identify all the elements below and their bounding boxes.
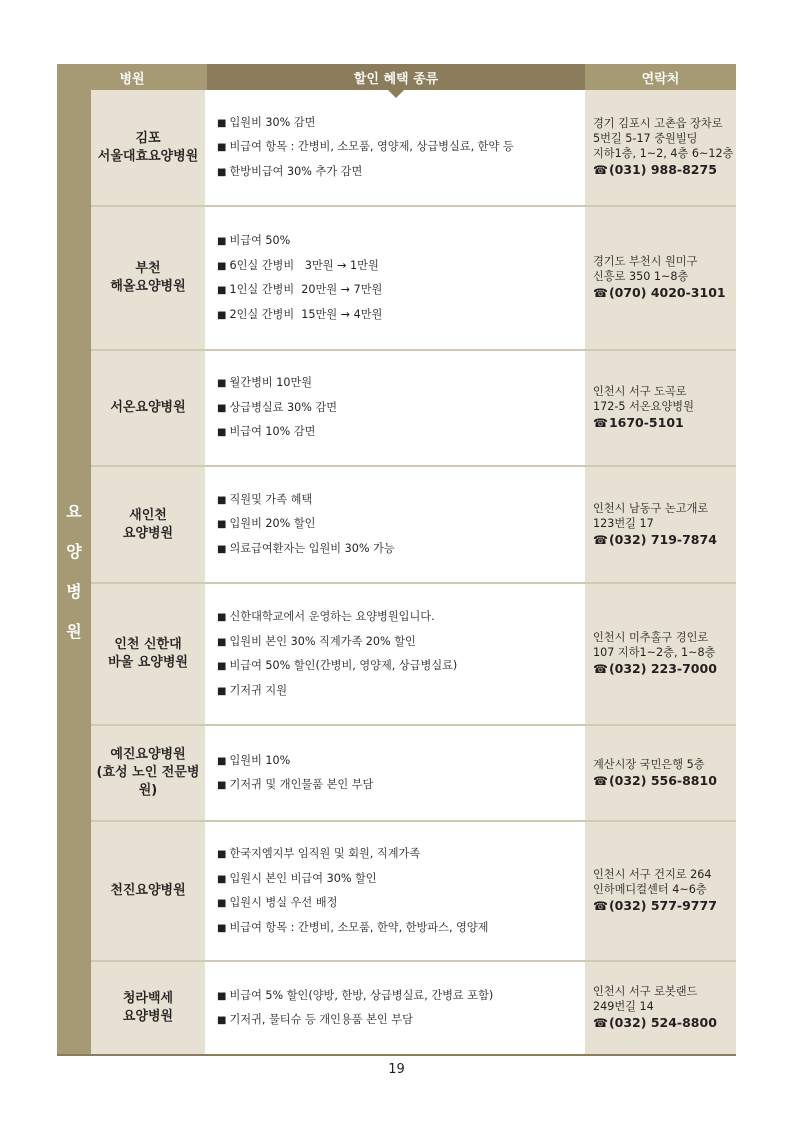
benefit-item <box>217 512 583 537</box>
phone-text: 1670-5101 <box>608 415 684 430</box>
category-char: 병 <box>66 582 82 601</box>
contact-info <box>585 351 736 465</box>
header-benefit <box>207 64 585 90</box>
phone-text: (032) 719-7874 <box>608 531 717 547</box>
hospital-name-line: 예진요양병원 <box>110 747 186 762</box>
telephone-icon: ☎ <box>593 899 608 913</box>
bullet-square-icon: ■ <box>217 166 227 178</box>
category-label <box>57 90 91 1054</box>
bullet-square-icon: ■ <box>217 378 227 390</box>
benefit-item <box>217 773 583 798</box>
address-line: 인천시 남동구 논고개로 <box>593 501 709 515</box>
bullet-square-icon: ■ <box>217 898 227 909</box>
table-row <box>91 584 736 726</box>
telephone-icon: ☎ <box>593 773 608 788</box>
benefit-text: 입원비 본인 30% 직계가족 20% 할인 <box>229 634 416 648</box>
address-line: 107 지하1~2층, 1~8층 <box>593 646 716 659</box>
benefit-text: 기저귀 및 개인물품 본인 부담 <box>229 778 374 791</box>
telephone-icon: ☎ <box>593 163 608 177</box>
benefit-item <box>217 1008 583 1033</box>
hospital-name-line: 청라백세 <box>122 991 174 1006</box>
phone-number <box>593 772 736 790</box>
hospital-name-line: 서온요양병원 <box>110 400 186 415</box>
phone-text: (032) 577-9777 <box>608 898 717 913</box>
phone-text: (032) 556-8810 <box>608 772 717 788</box>
hospital-name <box>91 90 207 205</box>
table-rows <box>91 90 736 1054</box>
benefit-text: 6인실 간병비 3만원 → 1만원 <box>229 258 379 272</box>
bullet-square-icon: ■ <box>217 494 227 506</box>
benefit-item <box>217 160 583 185</box>
hospital-name-line: 서울대효요양병원 <box>97 148 199 164</box>
benefit-text: 기저귀, 물티슈 등 개인용품 본인 부담 <box>229 1013 413 1026</box>
bullet-square-icon: ■ <box>217 236 227 247</box>
address-line: 5번길 5-17 중원빌딩 <box>593 132 698 145</box>
benefit-item <box>217 679 583 704</box>
address-line: 인천시 미추홀구 경인로 <box>593 631 709 644</box>
benefit-item <box>217 371 583 396</box>
benefit-item <box>217 630 583 655</box>
contact-info <box>585 726 736 820</box>
benefit-item <box>217 984 583 1009</box>
telephone-icon: ☎ <box>593 1016 608 1030</box>
address-line: 인천시 서구 건지로 264 <box>593 868 712 881</box>
header-notch-icon <box>388 90 404 98</box>
hospital-name-line: (효성 노인 전문병원) <box>96 765 200 798</box>
telephone-icon: ☎ <box>593 416 608 430</box>
benefit-text: 월간병비 10만원 <box>229 376 313 390</box>
benefit-text: 입원비 20% 할인 <box>229 517 316 531</box>
hospital-discount-table <box>57 64 736 1056</box>
hospital-name-line: 바울 요양병원 <box>108 655 188 670</box>
contact-info <box>585 90 736 205</box>
bullet-square-icon: ■ <box>217 142 227 154</box>
bullet-square-icon: ■ <box>217 922 227 934</box>
benefit-text: 비급여 항목 : 간병비, 소모품, 영양제, 상급병실료, 한약 등 <box>229 140 514 154</box>
table-body <box>57 90 736 1056</box>
benefit-item <box>217 891 583 916</box>
benefit-item <box>217 135 583 160</box>
benefit-item <box>217 396 583 421</box>
benefit-text: 기저귀 지원 <box>229 683 288 697</box>
bullet-square-icon: ■ <box>217 612 227 623</box>
hospital-name <box>91 207 207 349</box>
bullet-square-icon: ■ <box>217 661 227 672</box>
hospital-name-line: 김포 <box>135 130 161 146</box>
contact-info <box>585 962 736 1054</box>
address-line: 172-5 서온요양병원 <box>593 400 694 413</box>
benefit-item <box>217 229 583 254</box>
phone-text: (070) 4020-3101 <box>608 285 726 300</box>
bullet-square-icon: ■ <box>217 1015 227 1026</box>
address-line: 지하1층, 1~2, 4층 6~12층 <box>593 147 734 160</box>
benefit-item <box>217 842 583 867</box>
contact-info <box>585 584 736 724</box>
benefit-list <box>207 351 585 465</box>
bullet-square-icon: ■ <box>217 309 227 321</box>
hospital-name <box>91 726 207 820</box>
benefit-item <box>217 605 583 630</box>
bullet-square-icon: ■ <box>217 755 227 767</box>
benefit-list <box>207 90 585 205</box>
benefit-item <box>217 488 583 513</box>
benefit-text: 입원비 10% <box>229 753 291 767</box>
page-number: 19 <box>388 1062 405 1077</box>
benefit-item <box>217 420 583 445</box>
hospital-name <box>91 962 207 1054</box>
benefit-text: 비급여 5% 할인(양방, 한방, 상급병실료, 간병료 포함) <box>229 988 494 1002</box>
phone-text: (032) 223-7000 <box>608 661 717 676</box>
contact-info <box>585 467 736 582</box>
table-row <box>91 467 736 584</box>
benefit-text: 2인실 간병비 15만원 → 4만원 <box>229 307 383 321</box>
benefit-list <box>207 962 585 1054</box>
bullet-square-icon: ■ <box>217 873 227 885</box>
category-char: 양 <box>66 542 82 561</box>
address-line: 인천시 서구 도곡로 <box>593 385 687 398</box>
address-line: 인하메디컬센터 4~6층 <box>593 883 707 896</box>
benefit-item <box>217 278 583 303</box>
table-row <box>91 207 736 351</box>
bullet-square-icon: ■ <box>217 990 227 1002</box>
hospital-name-line: 해올요양병원 <box>110 279 186 294</box>
address-line: 신흥로 350 1~8층 <box>593 270 689 283</box>
bullet-square-icon: ■ <box>217 685 227 697</box>
benefit-item <box>217 654 583 679</box>
table-row <box>91 90 736 207</box>
hospital-name <box>91 467 207 582</box>
phone-number <box>593 897 736 915</box>
hospital-name <box>91 822 207 960</box>
hospital-name-line: 새인천 <box>129 507 167 523</box>
address-line: 계산시장 국민은행 5층 <box>593 757 705 771</box>
contact-info <box>585 822 736 960</box>
category-char: 요 <box>66 502 82 521</box>
table-row <box>91 726 736 822</box>
phone-number <box>593 531 736 549</box>
bullet-square-icon: ■ <box>217 402 227 414</box>
phone-number <box>593 161 736 179</box>
benefit-text: 입원시 병실 우선 배정 <box>229 896 338 909</box>
hospital-name-line: 요양병원 <box>122 525 174 541</box>
benefit-text: 직원및 가족 혜택 <box>229 492 313 506</box>
benefit-text: 입원시 본인 비급여 30% 할인 <box>229 871 377 885</box>
benefit-item <box>217 303 583 328</box>
benefit-item <box>217 254 583 279</box>
hospital-name-line: 인천 신한대 <box>114 637 182 652</box>
benefit-list <box>207 822 585 960</box>
benefit-text: 한국지엠지부 임직원 및 회원, 직계가족 <box>229 847 421 860</box>
bullet-square-icon: ■ <box>217 519 227 531</box>
benefit-text: 1인실 간병비 20만원 → 7만원 <box>229 283 383 296</box>
benefit-text: 입원비 30% 감면 <box>229 115 316 129</box>
hospital-name-line: 요양병원 <box>122 1009 174 1024</box>
benefit-text: 의료급여환자는 입원비 30% 가능 <box>229 541 395 555</box>
bullet-square-icon: ■ <box>217 780 227 791</box>
address-line: 123번길 17 <box>593 516 654 530</box>
bullet-square-icon: ■ <box>217 543 227 555</box>
benefit-list <box>207 467 585 582</box>
bullet-square-icon: ■ <box>217 285 227 296</box>
benefit-item <box>217 916 583 941</box>
hospital-name-line: 부천 <box>135 261 161 276</box>
bullet-square-icon: ■ <box>217 427 227 439</box>
header-contact: 연락처 <box>585 64 736 90</box>
benefit-text: 비급여 10% 감면 <box>229 425 316 439</box>
address-line: 경기 김포시 고촌읍 장차로 <box>593 117 723 130</box>
benefit-text: 상급병실료 30% 감면 <box>229 400 338 414</box>
benefit-item <box>217 867 583 892</box>
benefit-item <box>217 749 583 774</box>
address-line: 인천시 서구 로봇랜드 <box>593 985 698 998</box>
phone-number <box>593 414 736 432</box>
table-header <box>57 64 736 90</box>
benefit-text: 한방비급여 30% 추가 감면 <box>229 164 363 178</box>
hospital-name-line: 천진요양병원 <box>110 883 186 898</box>
benefit-list <box>207 207 585 349</box>
table-row <box>91 351 736 467</box>
phone-number <box>593 1014 736 1032</box>
header-hospital: 병원 <box>57 64 207 90</box>
benefit-list <box>207 726 585 820</box>
phone-text: (031) 988-8275 <box>608 162 717 177</box>
phone-number <box>593 284 736 302</box>
benefit-item <box>217 111 583 136</box>
address-line: 경기도 부천시 원미구 <box>593 255 698 268</box>
phone-text: (032) 524-8800 <box>608 1015 717 1030</box>
hospital-name <box>91 351 207 465</box>
table-row <box>91 822 736 962</box>
bullet-square-icon: ■ <box>217 117 227 129</box>
category-char: 원 <box>66 622 82 641</box>
benefit-text: 비급여 50% 할인(간병비, 영양제, 상급병실료) <box>229 659 458 672</box>
bullet-square-icon: ■ <box>217 849 227 860</box>
table-row <box>91 962 736 1054</box>
bullet-square-icon: ■ <box>217 636 227 648</box>
hospital-name <box>91 584 207 724</box>
benefit-item <box>217 537 583 562</box>
contact-info <box>585 207 736 349</box>
benefit-list <box>207 584 585 724</box>
benefit-text: 신한대학교에서 운영하는 요양병원입니다. <box>229 610 435 623</box>
address-line: 249번길 14 <box>593 1000 654 1013</box>
benefit-text: 비급여 50% <box>229 234 291 247</box>
bullet-square-icon: ■ <box>217 260 227 272</box>
header-benefit-label: 할인 혜택 종류 <box>353 71 439 87</box>
telephone-icon: ☎ <box>593 532 608 547</box>
benefit-text: 비급여 항목 : 간병비, 소모품, 한약, 한방파스, 영양제 <box>229 920 489 934</box>
phone-number <box>593 660 736 678</box>
telephone-icon: ☎ <box>593 286 608 300</box>
telephone-icon: ☎ <box>593 662 608 676</box>
